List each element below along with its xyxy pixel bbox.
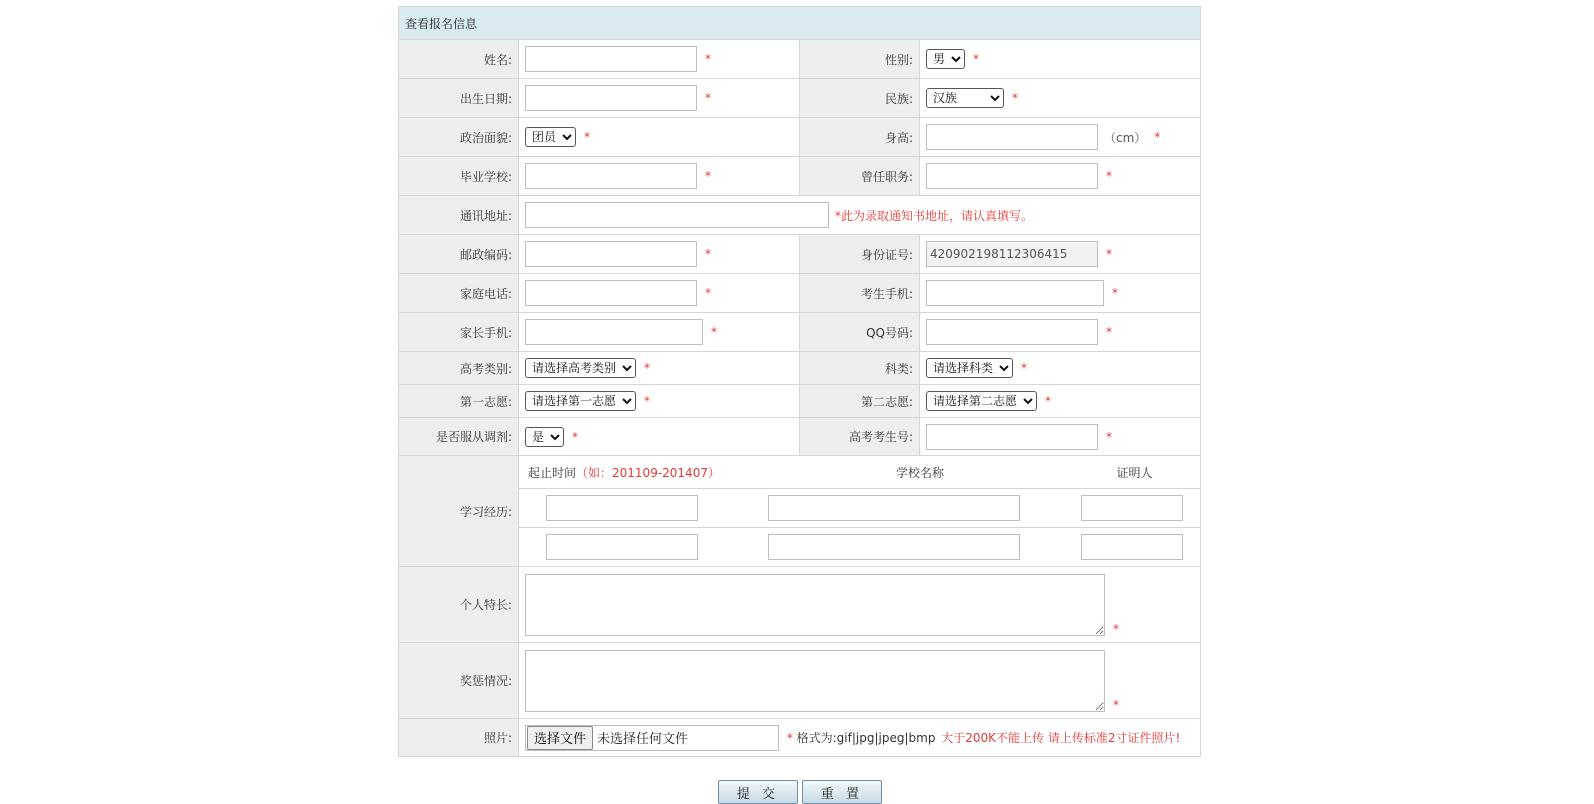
required-mark: * — [1045, 394, 1051, 408]
school-label: 毕业学校: — [399, 157, 519, 196]
school-input[interactable] — [525, 163, 697, 189]
parent-mobile-label: 家长手机: — [399, 313, 519, 352]
gender-select[interactable] — [926, 49, 965, 69]
former-post-input[interactable] — [926, 163, 1098, 189]
awards-label: 奖惩情况: — [399, 643, 519, 719]
second-choice-label: 第二志愿: — [800, 385, 920, 418]
birth-date-input[interactable] — [525, 85, 697, 111]
submit-button[interactable]: 提 交 — [718, 780, 798, 804]
education-witness-input[interactable] — [1081, 495, 1183, 521]
obey-adjust-label: 是否服从调剂: — [399, 418, 519, 456]
required-mark: * — [644, 361, 650, 375]
parent-mobile-input[interactable] — [525, 319, 703, 345]
student-mobile-input[interactable] — [926, 280, 1104, 306]
form-table — [398, 6, 1201, 757]
required-mark: * — [705, 91, 711, 105]
postcode-input[interactable] — [525, 241, 697, 267]
former-post-label: 曾任职务: — [800, 157, 920, 196]
birth-date-label: 出生日期: — [399, 79, 519, 118]
required-mark: * — [705, 286, 711, 300]
format-note-display: 格式为:gif|jpg|jpeg|bmp — [792, 731, 936, 745]
photo-file-input[interactable] — [525, 725, 779, 751]
name-label: 姓名: — [399, 40, 519, 79]
required-mark: * — [705, 247, 711, 261]
required-mark: * — [705, 52, 711, 66]
education-period-header: 起止时间（如：201109-201407） — [528, 465, 720, 480]
education-label: 学习经历: — [399, 456, 519, 567]
education-period-input[interactable] — [546, 495, 698, 521]
address-note: *此为录取通知书地址，请认真填写。 — [835, 208, 1034, 223]
education-row — [519, 527, 1200, 566]
ethnicity-label: 民族: — [800, 79, 920, 118]
required-mark: * — [1012, 91, 1018, 105]
qq-label: QQ号码: — [800, 313, 920, 352]
required-mark: * — [1113, 621, 1119, 636]
exam-type-label: 高考类别: — [399, 352, 519, 385]
specialty-textarea[interactable] — [525, 574, 1105, 636]
required-mark: * — [1021, 361, 1027, 375]
exam-number-label: 高考考生号: — [800, 418, 920, 456]
photo-size-note: 大于200K不能上传 请上传标准2寸证件照片! — [941, 731, 1181, 745]
education-school-input[interactable] — [768, 495, 1020, 521]
education-witness-input[interactable] — [1081, 534, 1183, 560]
required-mark: * — [584, 130, 590, 144]
political-label: 政治面貌: — [399, 118, 519, 157]
second-choice-select[interactable] — [926, 391, 1037, 411]
ethnicity-select[interactable] — [926, 88, 1004, 108]
required-mark: * — [1106, 325, 1112, 339]
name-input[interactable] — [525, 46, 697, 72]
exam-type-select[interactable] — [525, 358, 636, 378]
student-mobile-label: 考生手机: — [800, 274, 920, 313]
home-phone-input[interactable] — [525, 280, 697, 306]
height-unit: （cm） — [1104, 130, 1147, 145]
subject-label: 科类: — [800, 352, 920, 385]
required-mark: * — [1113, 697, 1119, 712]
education-witness-header: 证明人 — [1116, 465, 1153, 480]
file-name-text: 未选择任何文件 — [597, 732, 689, 747]
postcode-label: 邮政编码: — [399, 235, 519, 274]
required-mark: * — [1106, 429, 1112, 444]
photo-format-note: * 格式为:gif|jpg|jpeg|bmp — [786, 731, 936, 745]
required-mark: * — [644, 394, 650, 408]
political-select[interactable] — [525, 127, 576, 147]
reset-button[interactable]: 重 置 — [802, 780, 882, 804]
address-input[interactable] — [525, 202, 829, 228]
gender-label: 性别: — [800, 40, 920, 79]
form-title: 查看报名信息 — [399, 7, 1201, 40]
education-school-input[interactable] — [768, 534, 1020, 560]
required-mark: * — [1106, 169, 1112, 183]
specialty-label: 个人特长: — [399, 567, 519, 643]
required-mark: * — [1112, 286, 1118, 300]
education-period-hint: （如：201109-201407） — [576, 465, 720, 480]
required-mark: * — [572, 429, 578, 444]
id-number-label: 身份证号: — [800, 235, 920, 274]
required-mark: * — [705, 169, 711, 183]
height-input[interactable] — [926, 124, 1098, 150]
required-mark: * — [1106, 247, 1112, 261]
exam-number-input[interactable] — [926, 424, 1098, 450]
required-mark: * — [973, 52, 979, 66]
form-actions — [718, 780, 882, 804]
home-phone-label: 家庭电话: — [399, 274, 519, 313]
education-row — [519, 489, 1200, 527]
height-label: 身高: — [800, 118, 920, 157]
id-number-input[interactable] — [926, 241, 1098, 267]
registration-form — [398, 6, 1200, 757]
obey-adjust-select[interactable] — [525, 427, 564, 447]
education-school-header: 学校名称 — [895, 465, 944, 480]
education-period-input[interactable] — [546, 534, 698, 560]
photo-label: 照片: — [399, 719, 519, 757]
required-mark: * — [1154, 130, 1161, 144]
subject-select[interactable] — [926, 358, 1013, 378]
first-choice-select[interactable] — [525, 391, 636, 411]
awards-textarea[interactable] — [525, 650, 1105, 712]
required-mark: * — [711, 325, 717, 339]
choose-file-button[interactable]: 选择文件 — [527, 726, 593, 750]
education-header — [519, 456, 1200, 489]
first-choice-label: 第一志愿: — [399, 385, 519, 418]
address-label: 通讯地址: — [399, 196, 519, 235]
qq-input[interactable] — [926, 319, 1098, 345]
